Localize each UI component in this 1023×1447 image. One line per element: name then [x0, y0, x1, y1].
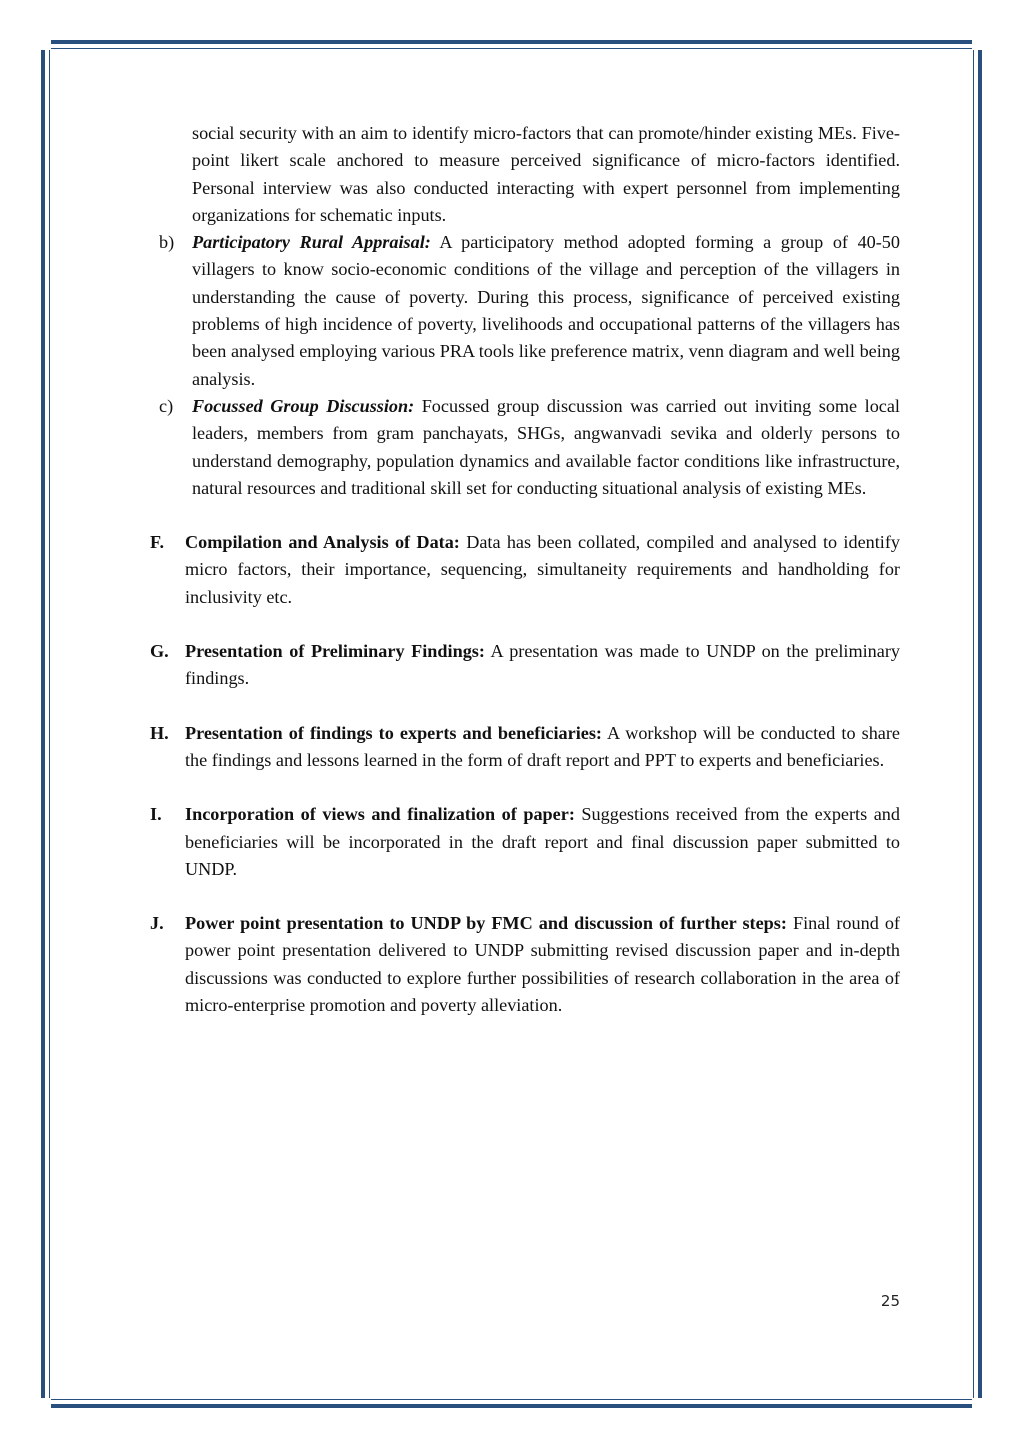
section-marker: F. [150, 532, 164, 553]
section-text: Final round of power point presentation delivered to UNDP submitting revised discussion paper and in-depth discussions was conducted to explore further possibilities of research collaboration in the area of micro-enterprise promotion and poverty alleviation. [185, 913, 900, 1016]
corner-notch-top-left [41, 40, 51, 50]
document-body [150, 120, 900, 1019]
section-h [150, 720, 900, 775]
section-marker: H. [150, 722, 169, 743]
sub-item-c [159, 393, 900, 502]
section-text: Data has been collated, compiled and analysed to identify micro factors, their importance, sequencing, simultaneity requirements and handholding for inclusivity etc. [185, 532, 900, 607]
sub-item-marker: c) [159, 395, 174, 416]
section-text: A presentation was made to UNDP on the preliminary findings. [185, 641, 900, 689]
section-i [150, 801, 900, 883]
section-heading: Compilation and Analysis of Data: [185, 532, 460, 553]
sub-item-text: A participatory method adopted forming a group of 40-50 villagers to know socio-economic conditions of the village and perception of the villagers in understanding the cause of poverty. During this process, significance of perceived existing problems of high incidence of poverty, livelihoods and occupational patterns of the villagers has been analysed employing various PRA tools like preference matrix, venn diagram and well being analysis. [192, 232, 900, 389]
sub-item-text: Focussed group discussion was carried out inviting some local leaders, members from gram panchayats, SHGs, angwanvadi sevika and olderly persons to understand demography, population dynamics and available factor conditions like infrastructure, natural resources and traditional skill set for conducting situational analysis of existing MEs. [192, 395, 900, 498]
section-text: Suggestions received from the experts and beneficiaries will be incorporated in the draft report and final discussion paper submitted to UNDP. [185, 804, 900, 879]
sub-item-b [159, 229, 900, 393]
sub-item-heading: Participatory Rural Appraisal: [192, 232, 431, 253]
section-marker: I. [150, 804, 162, 825]
section-marker: J. [150, 913, 164, 934]
section-g [150, 638, 900, 693]
section-heading: Presentation of findings to experts and beneficiaries: [185, 722, 602, 743]
continuation-paragraph: social security with an aim to identify micro-factors that can promote/hinder existing MEs. Five-point likert scale anchored to measure perceived significance of micro-factors identified. Personal interview was also conducted interacting with expert personnel from implementing organizations for schematic inputs. [192, 123, 900, 225]
section-j [150, 910, 900, 1019]
sub-item-marker: b) [159, 232, 175, 253]
page-number: 25 [880, 1292, 900, 1310]
corner-notch-bottom-left [41, 1398, 51, 1408]
section-heading: Incorporation of views and finalization of paper: [185, 804, 575, 825]
section-heading: Presentation of Preliminary Findings: [185, 641, 485, 662]
sub-item-heading: Focussed Group Discussion: [192, 395, 415, 416]
corner-notch-top-right [972, 40, 982, 50]
section-f [150, 529, 900, 611]
section-text: A workshop will be conducted to share the findings and lessons learned in the form of draft report and PPT to experts and beneficiaries. [185, 722, 900, 770]
section-heading: Power point presentation to UNDP by FMC and discussion of further steps: [185, 913, 787, 934]
corner-notch-bottom-right [972, 1398, 982, 1408]
section-marker: G. [150, 641, 169, 662]
